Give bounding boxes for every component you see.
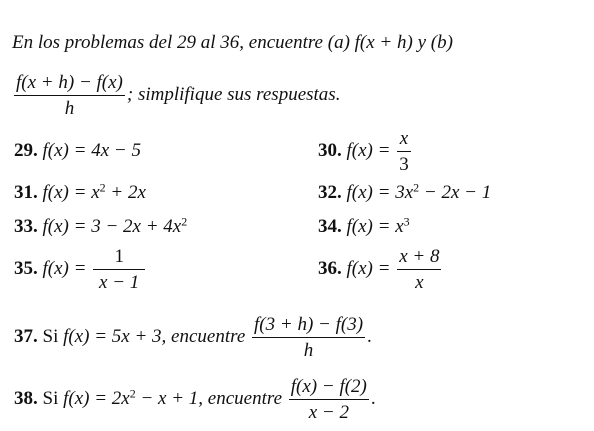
fraction-bar (252, 337, 365, 338)
fraction-numerator: x (399, 128, 409, 149)
problem-fraction (397, 246, 441, 294)
problem-33 (14, 216, 187, 238)
difference-quotient-numerator: f(x + h) − f(x) (16, 72, 123, 93)
problem-number: 37. (14, 326, 38, 348)
problem-lhs: f(x) = (346, 258, 391, 280)
problem-35 (14, 246, 147, 294)
fraction-bar (397, 151, 411, 152)
problem-number: 36. (318, 258, 342, 280)
problem-expression-rest: + 2x (105, 182, 146, 203)
problem-si: Si (42, 388, 59, 410)
problem-37 (14, 314, 372, 362)
problem-36 (318, 246, 443, 294)
problem-fraction (397, 128, 411, 176)
exponent: 3 (403, 214, 410, 229)
exponent: 2 (413, 180, 420, 195)
problem-number: 33. (14, 216, 38, 237)
problem-number: 31. (14, 182, 38, 203)
problem-30 (318, 128, 413, 176)
problem-number: 35. (14, 258, 38, 280)
problem-number: 30. (318, 140, 342, 162)
problem-expression: f(x) = 5x + 3, encuentre (63, 326, 246, 348)
problem-29 (14, 140, 141, 162)
fraction-denominator: x − 1 (99, 271, 140, 293)
exponent: 2 (181, 214, 188, 229)
problem-fraction (289, 376, 369, 424)
problem-31 (14, 182, 146, 204)
intro-line-2 (12, 72, 340, 120)
problem-32 (318, 182, 491, 204)
problem-number: 29. (14, 140, 38, 161)
fraction-denominator: x − 2 (308, 401, 349, 423)
problem-38 (14, 376, 376, 424)
fraction-bar (397, 269, 441, 270)
exponent: 2 (99, 180, 106, 195)
exponent: 2 (129, 386, 136, 401)
problem-period: . (370, 388, 376, 410)
fraction-bar (289, 399, 369, 400)
difference-quotient-denominator: h (64, 97, 75, 119)
intro-line-2-text: ; simplifique sus respuestas. (126, 84, 341, 106)
fraction-numerator: f(3 + h) − f(3) (254, 314, 364, 335)
difference-quotient (14, 72, 125, 120)
problem-expression: f(x) = 3x (346, 182, 414, 203)
fraction-bar (93, 269, 145, 270)
problem-si: Si (42, 326, 59, 348)
problem-number: 32. (318, 182, 342, 203)
intro-line-1: En los problemas del 29 al 36, encuentre (a) f(x + h) y (b) (12, 32, 453, 53)
fraction-numerator: 1 (114, 246, 124, 267)
problem-34 (318, 216, 410, 238)
problem-lhs: f(x) = (42, 258, 87, 280)
fraction-numerator: f(x) − f(2) (290, 376, 367, 397)
fraction-bar (14, 95, 125, 96)
problem-period: . (367, 326, 372, 348)
problem-expression: f(x) = x (42, 182, 100, 203)
problem-expression-rest: − x + 1, encuentre (135, 388, 283, 410)
problem-expression: f(x) = x (346, 216, 404, 237)
problem-expression-rest: − 2x − 1 (419, 182, 492, 203)
problem-expression: f(x) = 3 − 2x + 4x (42, 216, 182, 237)
fraction-denominator: 3 (399, 153, 409, 175)
problem-fraction (93, 246, 145, 294)
fraction-numerator: x + 8 (399, 246, 440, 267)
problem-fraction (252, 314, 365, 362)
fraction-denominator: x (415, 271, 424, 293)
problem-lhs: f(x) = (346, 140, 391, 162)
problem-number: 34. (318, 216, 342, 237)
problem-expression: f(x) = 2x (63, 388, 130, 410)
problem-expression: f(x) = 4x − 5 (42, 140, 141, 161)
fraction-denominator: h (303, 339, 314, 361)
problem-number: 38. (14, 388, 38, 410)
